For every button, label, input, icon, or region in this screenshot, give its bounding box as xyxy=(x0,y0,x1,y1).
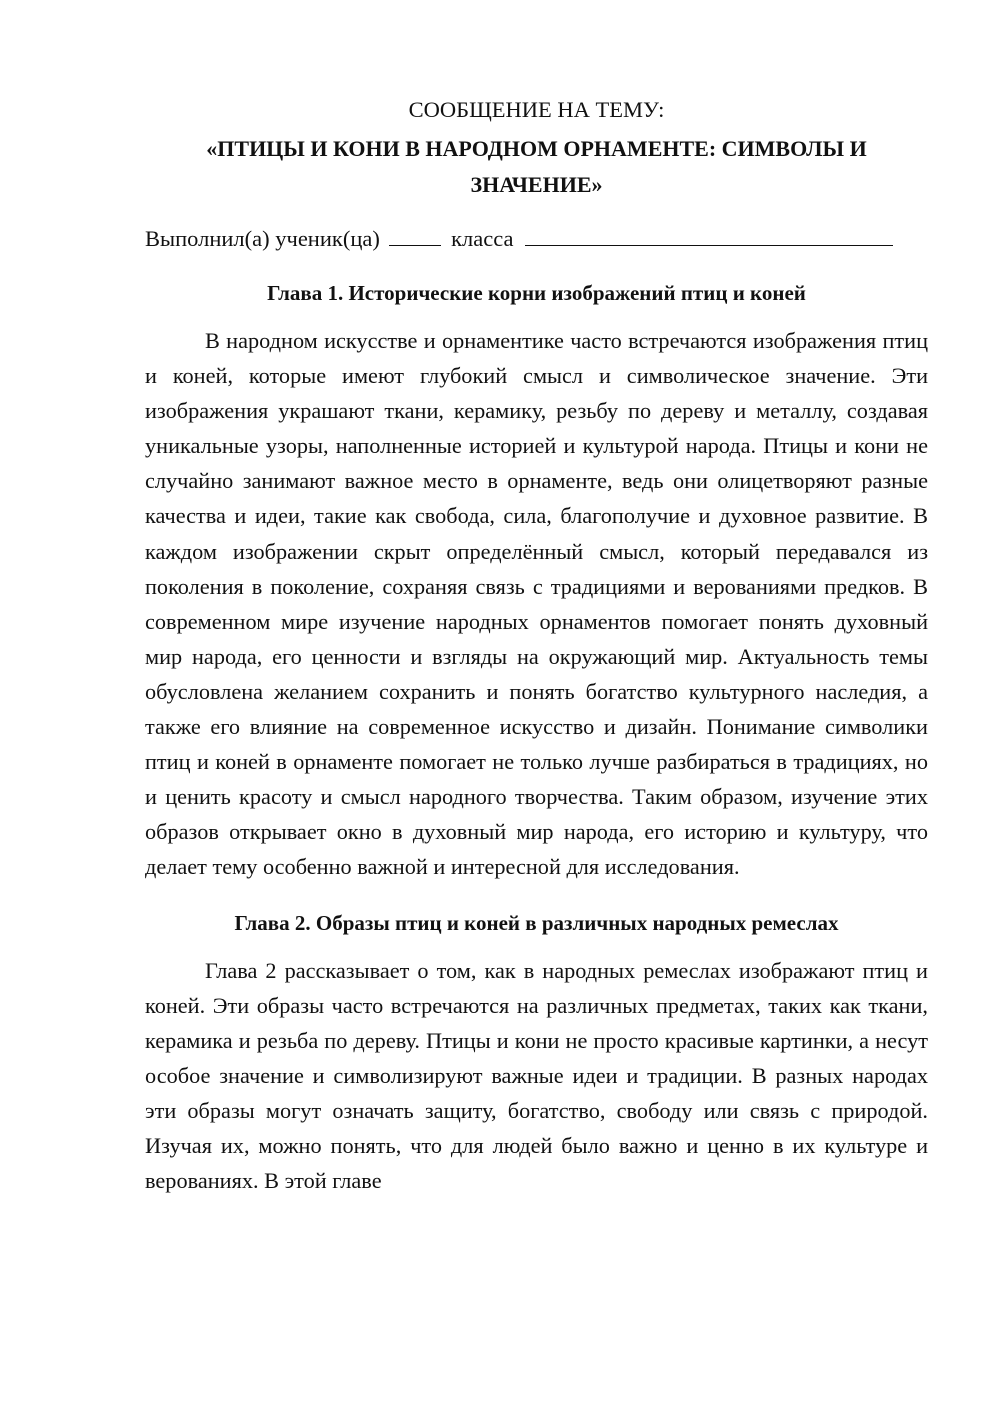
chapter-1-heading: Глава 1. Исторические корни изображений птиц и коней xyxy=(267,281,806,305)
name-blank xyxy=(525,221,893,246)
author-line xyxy=(145,221,928,257)
document-title: «ПТИЦЫ И КОНИ В НАРОДНОМ ОРНАМЕНТЕ: СИМВОЛЫ И ЗНАЧЕНИЕ» xyxy=(206,136,867,197)
class-blank xyxy=(389,221,441,246)
chapter-1-text: В народном искусстве и орнаментике часто встречаются изображения птиц и коней, которые имеют глубокий смысл и символическое значение. Эти изображения украшают ткани, керамику, резьбу по дереву и металлу, создавая уникальные узоры, наполненные историей и культурой народа. Птицы и кони не случайно занимают важное место в орнаменте, ведь они олицетворяют разные качества и идеи, такие как свобода, сила, благополучие и духовное развитие. В каждом изображении скрыт определённый смысл, который передавался из поколения в поколение, сохраняя связь с традициями и верованиями предков. В современном мире изучение народных орнаментов помогает понять духовный мир народа, его ценности и взгляды на окружающий мир. Актуальность темы обусловлена желанием сохранить и понять богатство культурного наследия, а также его влияние на современное искусство и дизайн. Понимание символики птиц и коней в орнаменте помогает не только лучше разбираться в традициях, но и ценить красоту и смысл народного творчества. Таким образом, изучение этих образов открывает окно в духовный мир народа, его историю и культуру, что делает тему особенно важной и интересной для исследования. xyxy=(145,328,928,880)
author-class-label: класса xyxy=(451,226,514,251)
topic-label: СООБЩЕНИЕ НА ТЕМУ: xyxy=(408,97,665,122)
document-page xyxy=(145,92,928,1218)
chapter-2-heading: Глава 2. Образы птиц и коней в различных народных ремеслах xyxy=(234,910,839,935)
author-prefix: Выполнил(а) ученик(ца) xyxy=(145,226,380,251)
chapter-2-text: Глава 2 рассказывает о том, как в народных ремеслах изображают птиц и коней. Эти образы часто встречаются на различных предметах, таких как ткани, керамика и резьба по дереву. Птицы и кони не просто красивые картинки, а несут особое значение и символизируют важные идеи и традиции. В разных народах эти образы могут означать защиту, богатство, свободу или связь с природой. Изучая их, можно понять, что для людей было важно и ценно в их культуре и верованиях. В этой главе xyxy=(145,957,928,1194)
